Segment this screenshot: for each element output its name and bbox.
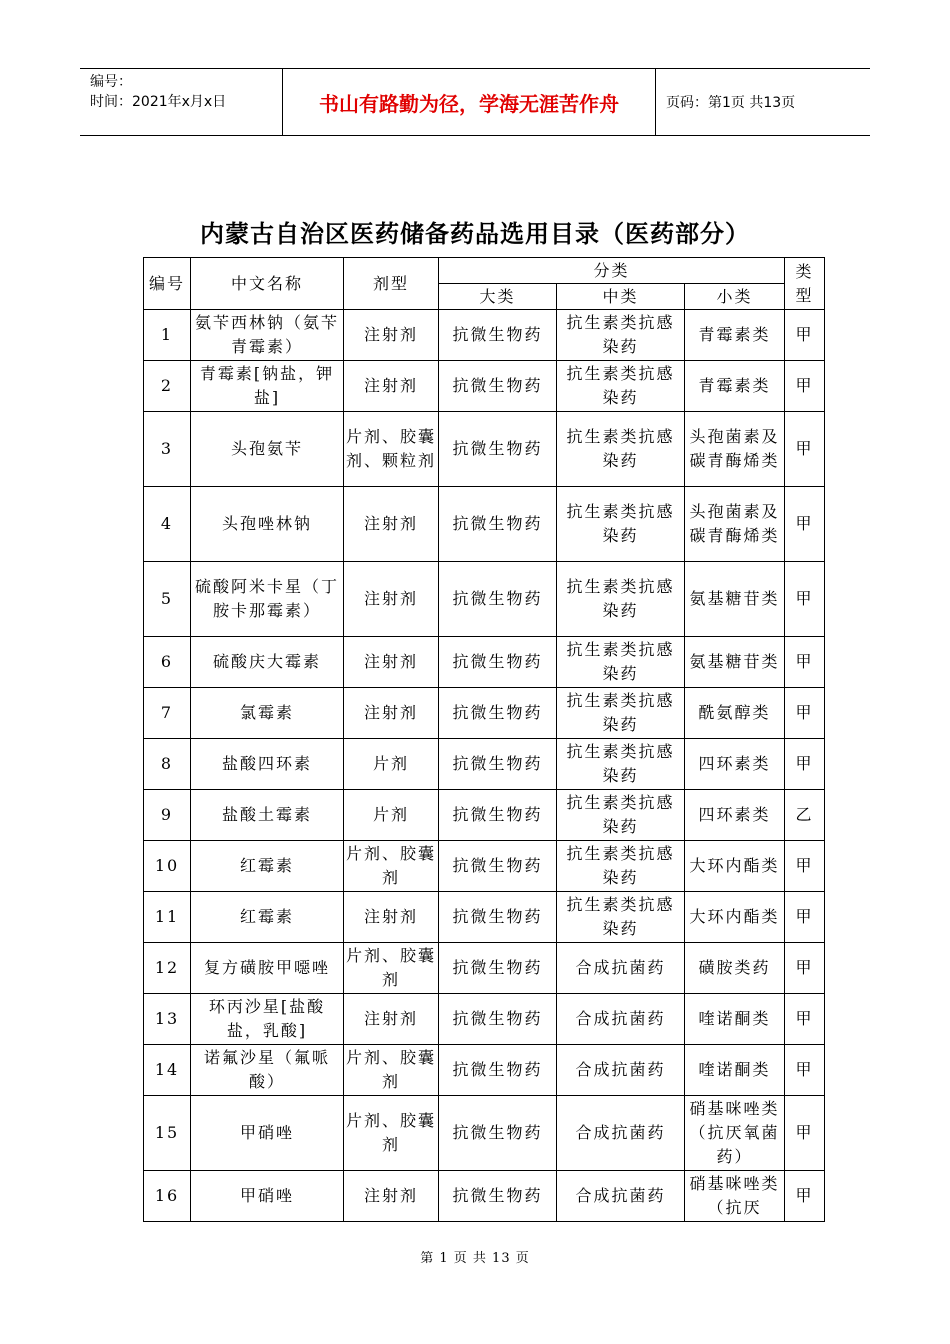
cell-major: 抗微生物药 <box>439 994 557 1045</box>
cell-no: 3 <box>144 412 191 487</box>
cell-type: 甲 <box>785 943 825 994</box>
cell-form: 注射剂 <box>344 1171 439 1222</box>
cell-middle: 抗生素类抗感染药 <box>557 412 685 487</box>
cell-no: 7 <box>144 688 191 739</box>
cell-name: 氨苄西林钠（氨苄青霉素） <box>191 310 344 361</box>
cell-type: 甲 <box>785 361 825 412</box>
table-row <box>144 841 825 892</box>
cell-type: 乙 <box>785 790 825 841</box>
cell-type: 甲 <box>785 310 825 361</box>
table-row <box>144 412 825 487</box>
cell-type: 甲 <box>785 1171 825 1222</box>
cell-minor: 硝基咪唑类（抗厌 <box>685 1171 785 1222</box>
table-header-row <box>144 258 825 284</box>
cell-major: 抗微生物药 <box>439 739 557 790</box>
header-name: 中文名称 <box>191 258 344 310</box>
header-page-info: 页码：第1页 共13页 <box>666 95 796 111</box>
cell-major: 抗微生物药 <box>439 841 557 892</box>
cell-middle: 抗生素类抗感染药 <box>557 892 685 943</box>
header-minor: 小类 <box>685 284 785 310</box>
cell-type: 甲 <box>785 994 825 1045</box>
cell-middle: 抗生素类抗感染药 <box>557 790 685 841</box>
cell-name: 红霉素 <box>191 841 344 892</box>
header-major: 大类 <box>439 284 557 310</box>
header-meta <box>80 69 283 135</box>
cell-no: 11 <box>144 892 191 943</box>
table-row <box>144 790 825 841</box>
header-form: 剂型 <box>344 258 439 310</box>
cell-name: 盐酸四环素 <box>191 739 344 790</box>
cell-minor: 磺胺类药 <box>685 943 785 994</box>
cell-middle: 抗生素类抗感染药 <box>557 739 685 790</box>
cell-middle: 合成抗菌药 <box>557 1096 685 1171</box>
cell-form: 注射剂 <box>344 562 439 637</box>
cell-minor: 青霉素类 <box>685 361 785 412</box>
cell-type: 甲 <box>785 688 825 739</box>
header-category: 分类 <box>439 258 785 284</box>
cell-middle: 合成抗菌药 <box>557 943 685 994</box>
cell-major: 抗微生物药 <box>439 943 557 994</box>
cell-form: 注射剂 <box>344 310 439 361</box>
header-time-label: 时间：2021年x月x日 <box>90 94 227 110</box>
cell-minor: 四环素类 <box>685 739 785 790</box>
header-motto: 书山有路勤为径，学海无涯苦作舟 <box>283 69 656 135</box>
cell-no: 12 <box>144 943 191 994</box>
cell-type: 甲 <box>785 412 825 487</box>
cell-name: 氯霉素 <box>191 688 344 739</box>
cell-no: 14 <box>144 1045 191 1096</box>
cell-middle: 抗生素类抗感染药 <box>557 361 685 412</box>
cell-major: 抗微生物药 <box>439 688 557 739</box>
cell-minor: 青霉素类 <box>685 310 785 361</box>
table-row <box>144 892 825 943</box>
cell-middle: 抗生素类抗感染药 <box>557 688 685 739</box>
cell-middle: 合成抗菌药 <box>557 994 685 1045</box>
table-row <box>144 739 825 790</box>
cell-no: 15 <box>144 1096 191 1171</box>
cell-form: 片剂 <box>344 790 439 841</box>
cell-major: 抗微生物药 <box>439 562 557 637</box>
table-row <box>144 361 825 412</box>
cell-no: 5 <box>144 562 191 637</box>
cell-major: 抗微生物药 <box>439 361 557 412</box>
cell-major: 抗微生物药 <box>439 1045 557 1096</box>
cell-form: 片剂、胶囊剂 <box>344 943 439 994</box>
cell-no: 9 <box>144 790 191 841</box>
document-header <box>80 68 870 136</box>
cell-major: 抗微生物药 <box>439 637 557 688</box>
cell-major: 抗微生物药 <box>439 487 557 562</box>
cell-type: 甲 <box>785 739 825 790</box>
cell-no: 13 <box>144 994 191 1045</box>
header-no: 编号 <box>144 258 191 310</box>
cell-name: 诺氟沙星（氟哌酸） <box>191 1045 344 1096</box>
table-row <box>144 487 825 562</box>
cell-no: 10 <box>144 841 191 892</box>
cell-form: 片剂、胶囊剂 <box>344 1096 439 1171</box>
cell-major: 抗微生物药 <box>439 412 557 487</box>
cell-no: 16 <box>144 1171 191 1222</box>
cell-minor: 喹诺酮类 <box>685 1045 785 1096</box>
cell-minor: 酰氨醇类 <box>685 688 785 739</box>
table-row <box>144 688 825 739</box>
table-row <box>144 1096 825 1171</box>
table-row <box>144 994 825 1045</box>
cell-type: 甲 <box>785 892 825 943</box>
page-footer: 第 1 页 共 13 页 <box>420 1251 530 1266</box>
cell-minor: 氨基糖苷类 <box>685 562 785 637</box>
cell-minor: 头孢菌素及碳青酶烯类 <box>685 412 785 487</box>
cell-form: 片剂、胶囊剂 <box>344 1045 439 1096</box>
cell-type: 甲 <box>785 487 825 562</box>
cell-name: 盐酸土霉素 <box>191 790 344 841</box>
cell-name: 青霉素[钠盐，钾盐] <box>191 361 344 412</box>
cell-middle: 抗生素类抗感染药 <box>557 841 685 892</box>
cell-middle: 合成抗菌药 <box>557 1045 685 1096</box>
cell-type: 甲 <box>785 841 825 892</box>
cell-type: 甲 <box>785 1045 825 1096</box>
header-type: 类型 <box>785 258 825 310</box>
table-row <box>144 637 825 688</box>
cell-name: 硫酸阿米卡星（丁胺卡那霉素） <box>191 562 344 637</box>
cell-form: 注射剂 <box>344 994 439 1045</box>
cell-name: 头孢唑林钠 <box>191 487 344 562</box>
cell-form: 注射剂 <box>344 688 439 739</box>
cell-middle: 抗生素类抗感染药 <box>557 562 685 637</box>
cell-minor: 大环内酯类 <box>685 892 785 943</box>
cell-minor: 硝基咪唑类（抗厌氧菌药） <box>685 1096 785 1171</box>
drug-catalog-table <box>143 257 825 1222</box>
cell-major: 抗微生物药 <box>439 310 557 361</box>
cell-no: 2 <box>144 361 191 412</box>
cell-name: 复方磺胺甲噁唑 <box>191 943 344 994</box>
cell-type: 甲 <box>785 562 825 637</box>
cell-no: 8 <box>144 739 191 790</box>
table-row <box>144 1171 825 1222</box>
cell-name: 红霉素 <box>191 892 344 943</box>
cell-minor: 头孢菌素及碳青酶烯类 <box>685 487 785 562</box>
cell-minor: 氨基糖苷类 <box>685 637 785 688</box>
table-row <box>144 562 825 637</box>
cell-form: 注射剂 <box>344 487 439 562</box>
cell-form: 注射剂 <box>344 361 439 412</box>
cell-form: 注射剂 <box>344 892 439 943</box>
cell-minor: 四环素类 <box>685 790 785 841</box>
cell-major: 抗微生物药 <box>439 1096 557 1171</box>
header-middle: 中类 <box>557 284 685 310</box>
cell-form: 片剂 <box>344 739 439 790</box>
cell-type: 甲 <box>785 1096 825 1171</box>
header-number-label: 编号： <box>90 74 132 90</box>
cell-middle: 抗生素类抗感染药 <box>557 637 685 688</box>
cell-minor: 喹诺酮类 <box>685 994 785 1045</box>
cell-name: 头孢氨苄 <box>191 412 344 487</box>
cell-form: 片剂、胶囊剂、颗粒剂 <box>344 412 439 487</box>
table-row <box>144 1045 825 1096</box>
cell-form: 注射剂 <box>344 637 439 688</box>
cell-type: 甲 <box>785 637 825 688</box>
cell-name: 甲硝唑 <box>191 1096 344 1171</box>
cell-middle: 合成抗菌药 <box>557 1171 685 1222</box>
cell-name: 环丙沙星[盐酸盐，乳酸] <box>191 994 344 1045</box>
cell-name: 甲硝唑 <box>191 1171 344 1222</box>
cell-major: 抗微生物药 <box>439 892 557 943</box>
table-row <box>144 310 825 361</box>
cell-middle: 抗生素类抗感染药 <box>557 487 685 562</box>
cell-major: 抗微生物药 <box>439 790 557 841</box>
cell-middle: 抗生素类抗感染药 <box>557 310 685 361</box>
cell-no: 6 <box>144 637 191 688</box>
table-row <box>144 943 825 994</box>
cell-no: 4 <box>144 487 191 562</box>
cell-minor: 大环内酯类 <box>685 841 785 892</box>
cell-form: 片剂、胶囊剂 <box>344 841 439 892</box>
cell-major: 抗微生物药 <box>439 1171 557 1222</box>
cell-name: 硫酸庆大霉素 <box>191 637 344 688</box>
document-title: 内蒙古自治区医药储备药品选用目录（医药部分） <box>200 220 750 248</box>
cell-no: 1 <box>144 310 191 361</box>
